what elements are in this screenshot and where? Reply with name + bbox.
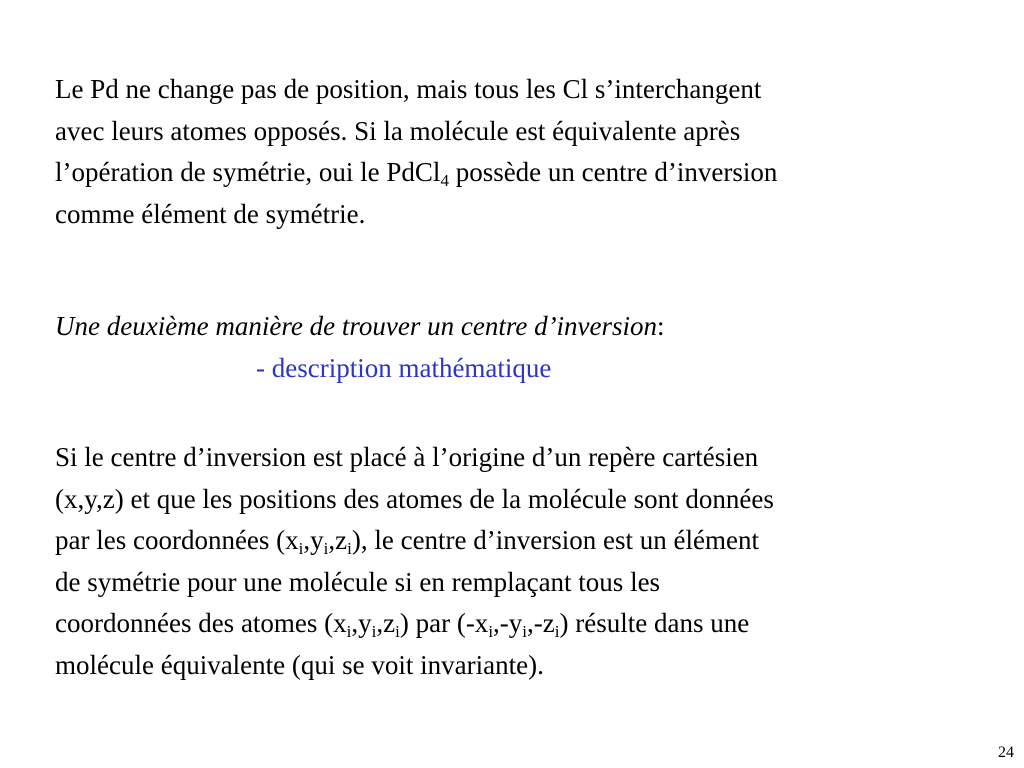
text-segment: ,-z [527, 608, 555, 638]
paragraph-second-method [55, 306, 665, 389]
subtitle-math-description: - description mathématique [256, 352, 552, 383]
second-method-heading [55, 311, 665, 341]
text-segment: ,z [376, 608, 396, 638]
heading-italic-text: Une deuxième manière de trouver un centre d’inversion [55, 311, 658, 341]
p3-line-6: molécule équivalente (qui se voit invariante). [55, 649, 544, 680]
p3-line-5 [55, 608, 750, 641]
text-segment: ) par (-x [399, 608, 489, 638]
subscript-i: i [395, 621, 400, 641]
text-segment: par les coordonnées (x [55, 525, 299, 555]
subscript-i: i [346, 621, 352, 641]
subscript-i: i [323, 538, 329, 558]
page-number: 24 [998, 744, 1014, 761]
text-segment: ,-y [493, 608, 523, 638]
text-segment: ) résulte dans une [559, 608, 750, 638]
text-segment: ,y [351, 608, 372, 638]
subscript-4: 4 [440, 170, 449, 190]
p3-line-1: Si le centre d’inversion est placé à l’origine d’un repère cartésien [55, 442, 759, 472]
subscript-i: i [371, 621, 377, 641]
subscript-i: i [347, 538, 352, 558]
subscript-i: i [554, 621, 560, 641]
paragraph-cartesian-definition [55, 437, 774, 686]
text-segment: ,z [328, 525, 348, 555]
text-segment: ,y [303, 525, 324, 555]
p1-line-4: comme élément de symétrie. [55, 198, 366, 229]
p1-line-1: Le Pd ne change pas de position, mais tous les Cl s’interchangent [55, 74, 762, 104]
subscript-i: i [488, 621, 494, 641]
p1-line-2: avec leurs atomes opposés. Si la molécule est équivalente après [55, 115, 741, 146]
p3-line-3 [55, 525, 759, 558]
subscript-i: i [298, 538, 304, 558]
p1-line-3-text-end: possède un centre d’inversion [448, 157, 778, 187]
text-segment: coordonnées des atomes (x [55, 608, 347, 638]
paragraph-pdcl4-inversion [55, 69, 777, 235]
p3-line-4: de symétrie pour une molécule si en remplaçant tous les [55, 566, 661, 597]
subscript-i: i [522, 621, 528, 641]
text-segment: ), le centre d’inversion est un élément [351, 525, 759, 555]
p3-line-2: (x,y,z) et que les positions des atomes de la molécule sont données [55, 483, 774, 514]
p1-line-3 [55, 157, 778, 190]
heading-colon: : [657, 311, 665, 341]
p1-line-3-text: l’opération de symétrie, oui le PdCl [55, 157, 441, 187]
